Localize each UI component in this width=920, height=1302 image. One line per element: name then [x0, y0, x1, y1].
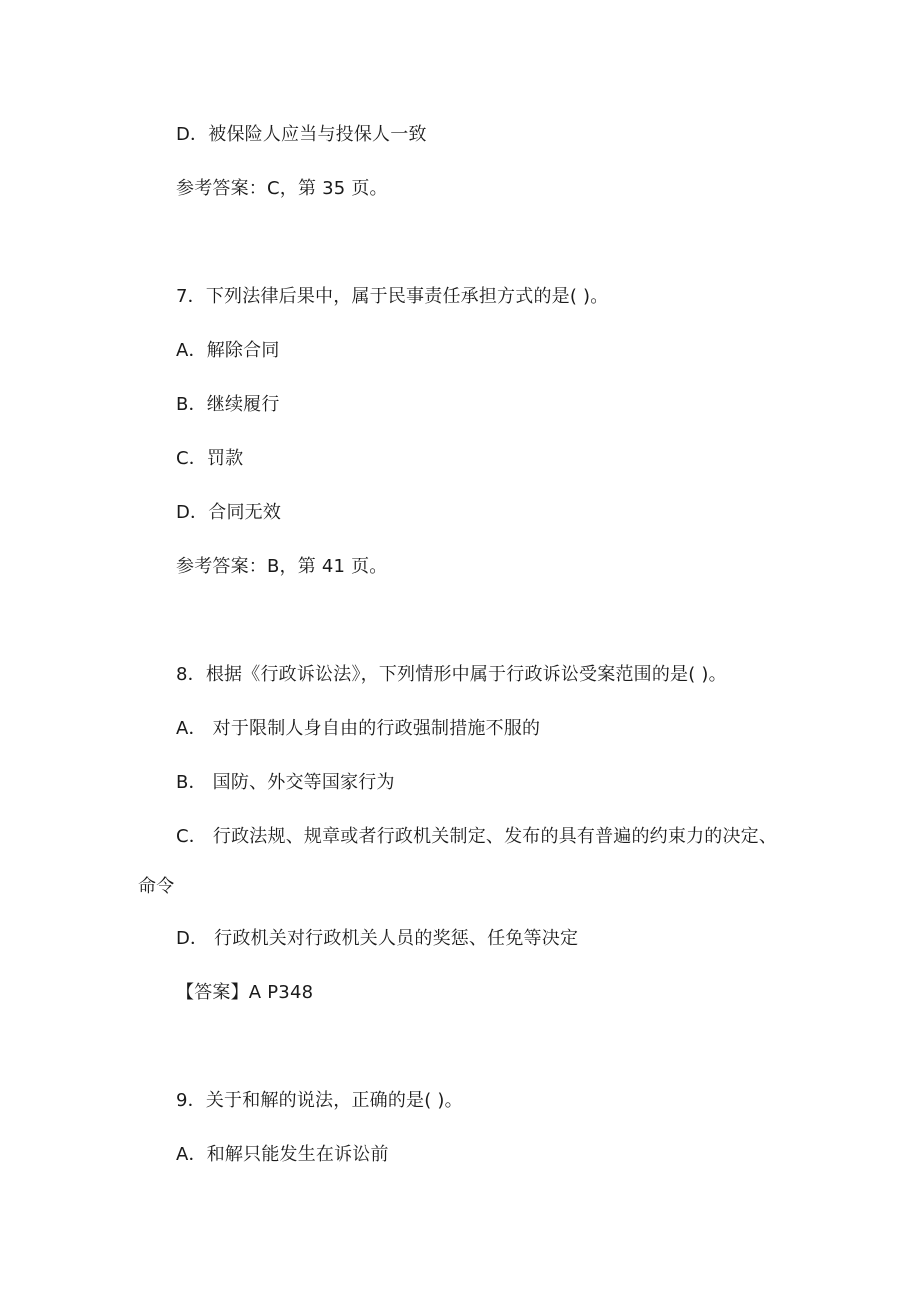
- q7-answer: 参考答案：B，第 41 页。: [176, 556, 388, 577]
- q6-answer: 参考答案：C，第 35 页。: [176, 178, 388, 199]
- q7-option-b: B．继续履行: [176, 394, 280, 415]
- q9-option-a: A．和解只能发生在诉讼前: [176, 1144, 389, 1165]
- q6-option-d: D．被保险人应当与投保人一致: [176, 124, 427, 145]
- q7-option-d: D．合同无效: [176, 502, 282, 523]
- q7-option-a: A．解除合同: [176, 340, 280, 361]
- q7-option-c: C．罚款: [176, 448, 244, 469]
- q8-option-d: D． 行政机关对行政机关人员的奖惩、任免等决定: [176, 928, 579, 949]
- q8-option-a: A． 对于限制人身自由的行政强制措施不服的: [176, 718, 541, 739]
- q8-option-b: B． 国防、外交等国家行为: [176, 772, 395, 793]
- q8-option-c-continued: 命令: [138, 876, 175, 897]
- q8-option-c: C． 行政法规、规章或者行政机关制定、发布的具有普遍的约束力的决定、: [176, 826, 778, 847]
- q9-question: 9．关于和解的说法，正确的是( )。: [176, 1090, 463, 1111]
- q8-answer: 【答案】A P348: [176, 982, 314, 1003]
- q7-question: 7．下列法律后果中，属于民事责任承担方式的是( )。: [176, 286, 609, 307]
- q8-question: 8．根据《行政诉讼法》，下列情形中属于行政诉讼受案范围的是( )。: [176, 664, 727, 685]
